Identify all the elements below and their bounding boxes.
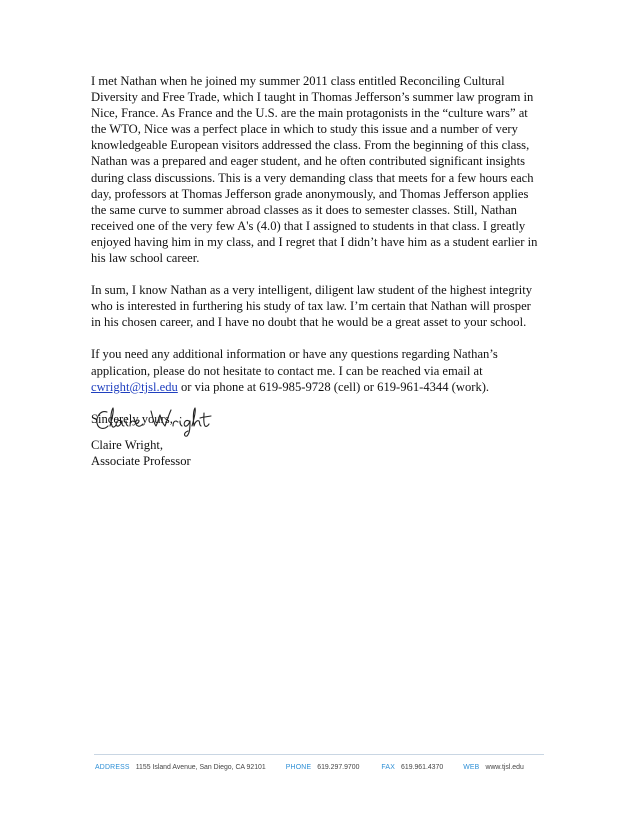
footer-phone-label: PHONE — [285, 764, 312, 771]
footer-phone-value: 619.297.9700 — [317, 764, 360, 771]
contact-outro: or via phone at 619-985-9728 (cell) or 619-961-4344 (work). — [177, 379, 490, 394]
footer-address-label: ADDRESS — [95, 764, 130, 771]
footer-divider — [94, 754, 544, 755]
contact-intro: If you need any additional information or have any questions regarding Nathan’s application, please do not hesitate to contact me. I can be reached via email at — [91, 347, 498, 378]
contact-paragraph — [91, 346, 543, 394]
closing: Sincerely yours, — [91, 411, 173, 426]
footer-phone — [286, 763, 360, 772]
footer-web-value: www.tjsl.edu — [485, 764, 524, 771]
footer-fax-value: 619.961.4370 — [401, 764, 444, 771]
footer-fax — [381, 763, 443, 772]
footer-fax-label: FAX — [381, 764, 396, 771]
footer-web-label: WEB — [463, 764, 480, 771]
footer-address-value: 1155 Island Avenue, San Diego, CA 92101 — [135, 764, 266, 771]
footer-address — [95, 763, 266, 772]
letter-paragraph-1: I met Nathan when he joined my summer 2011 class entitled Reconciling Cultural Diversity and Free Trade, which I taught in Thomas Jefferson’s summer law program in Nice, France. As France and the U.S. are the main protagonists in the “culture wars” at the WTO, Nice was a perfect place in which to study this issue and a number of very knowledgeable European visitors addressed the class. From the beginning of this class, Nathan was a prepared and eager student, and he often contributed significant insights during class discussions. This is a very demanding class that meets for a few hours each day, professors at Thomas Jefferson grade anonymously, and Thomas Jefferson applies the same curve to summer abroad classes as it does to semester classes. Still, Nathan received one of the very few A's (4.0) that I assigned to students in that class. I greatly enjoyed having him in my class, and I regret that I didn’t have him as a student earlier in his law school career. — [91, 74, 538, 266]
letter-paragraph-2: In sum, I know Nathan as a very intelligent, diligent law student of the highest integrity who is interested in furthering his study of tax law. I’m certain that Nathan will prosper in his chosen career, and I have no doubt that he would be a great asset to your school. — [91, 283, 533, 330]
signer-block — [91, 437, 191, 469]
letterhead-footer — [95, 763, 545, 772]
signer-title: Associate Professor — [91, 454, 191, 469]
email-link[interactable]: cwright@tjsl.edu — [91, 379, 178, 394]
signer-name: Claire Wright, — [91, 438, 164, 452]
footer-web — [463, 763, 524, 772]
letter-body — [91, 73, 543, 427]
handwritten-signature — [93, 402, 223, 440]
